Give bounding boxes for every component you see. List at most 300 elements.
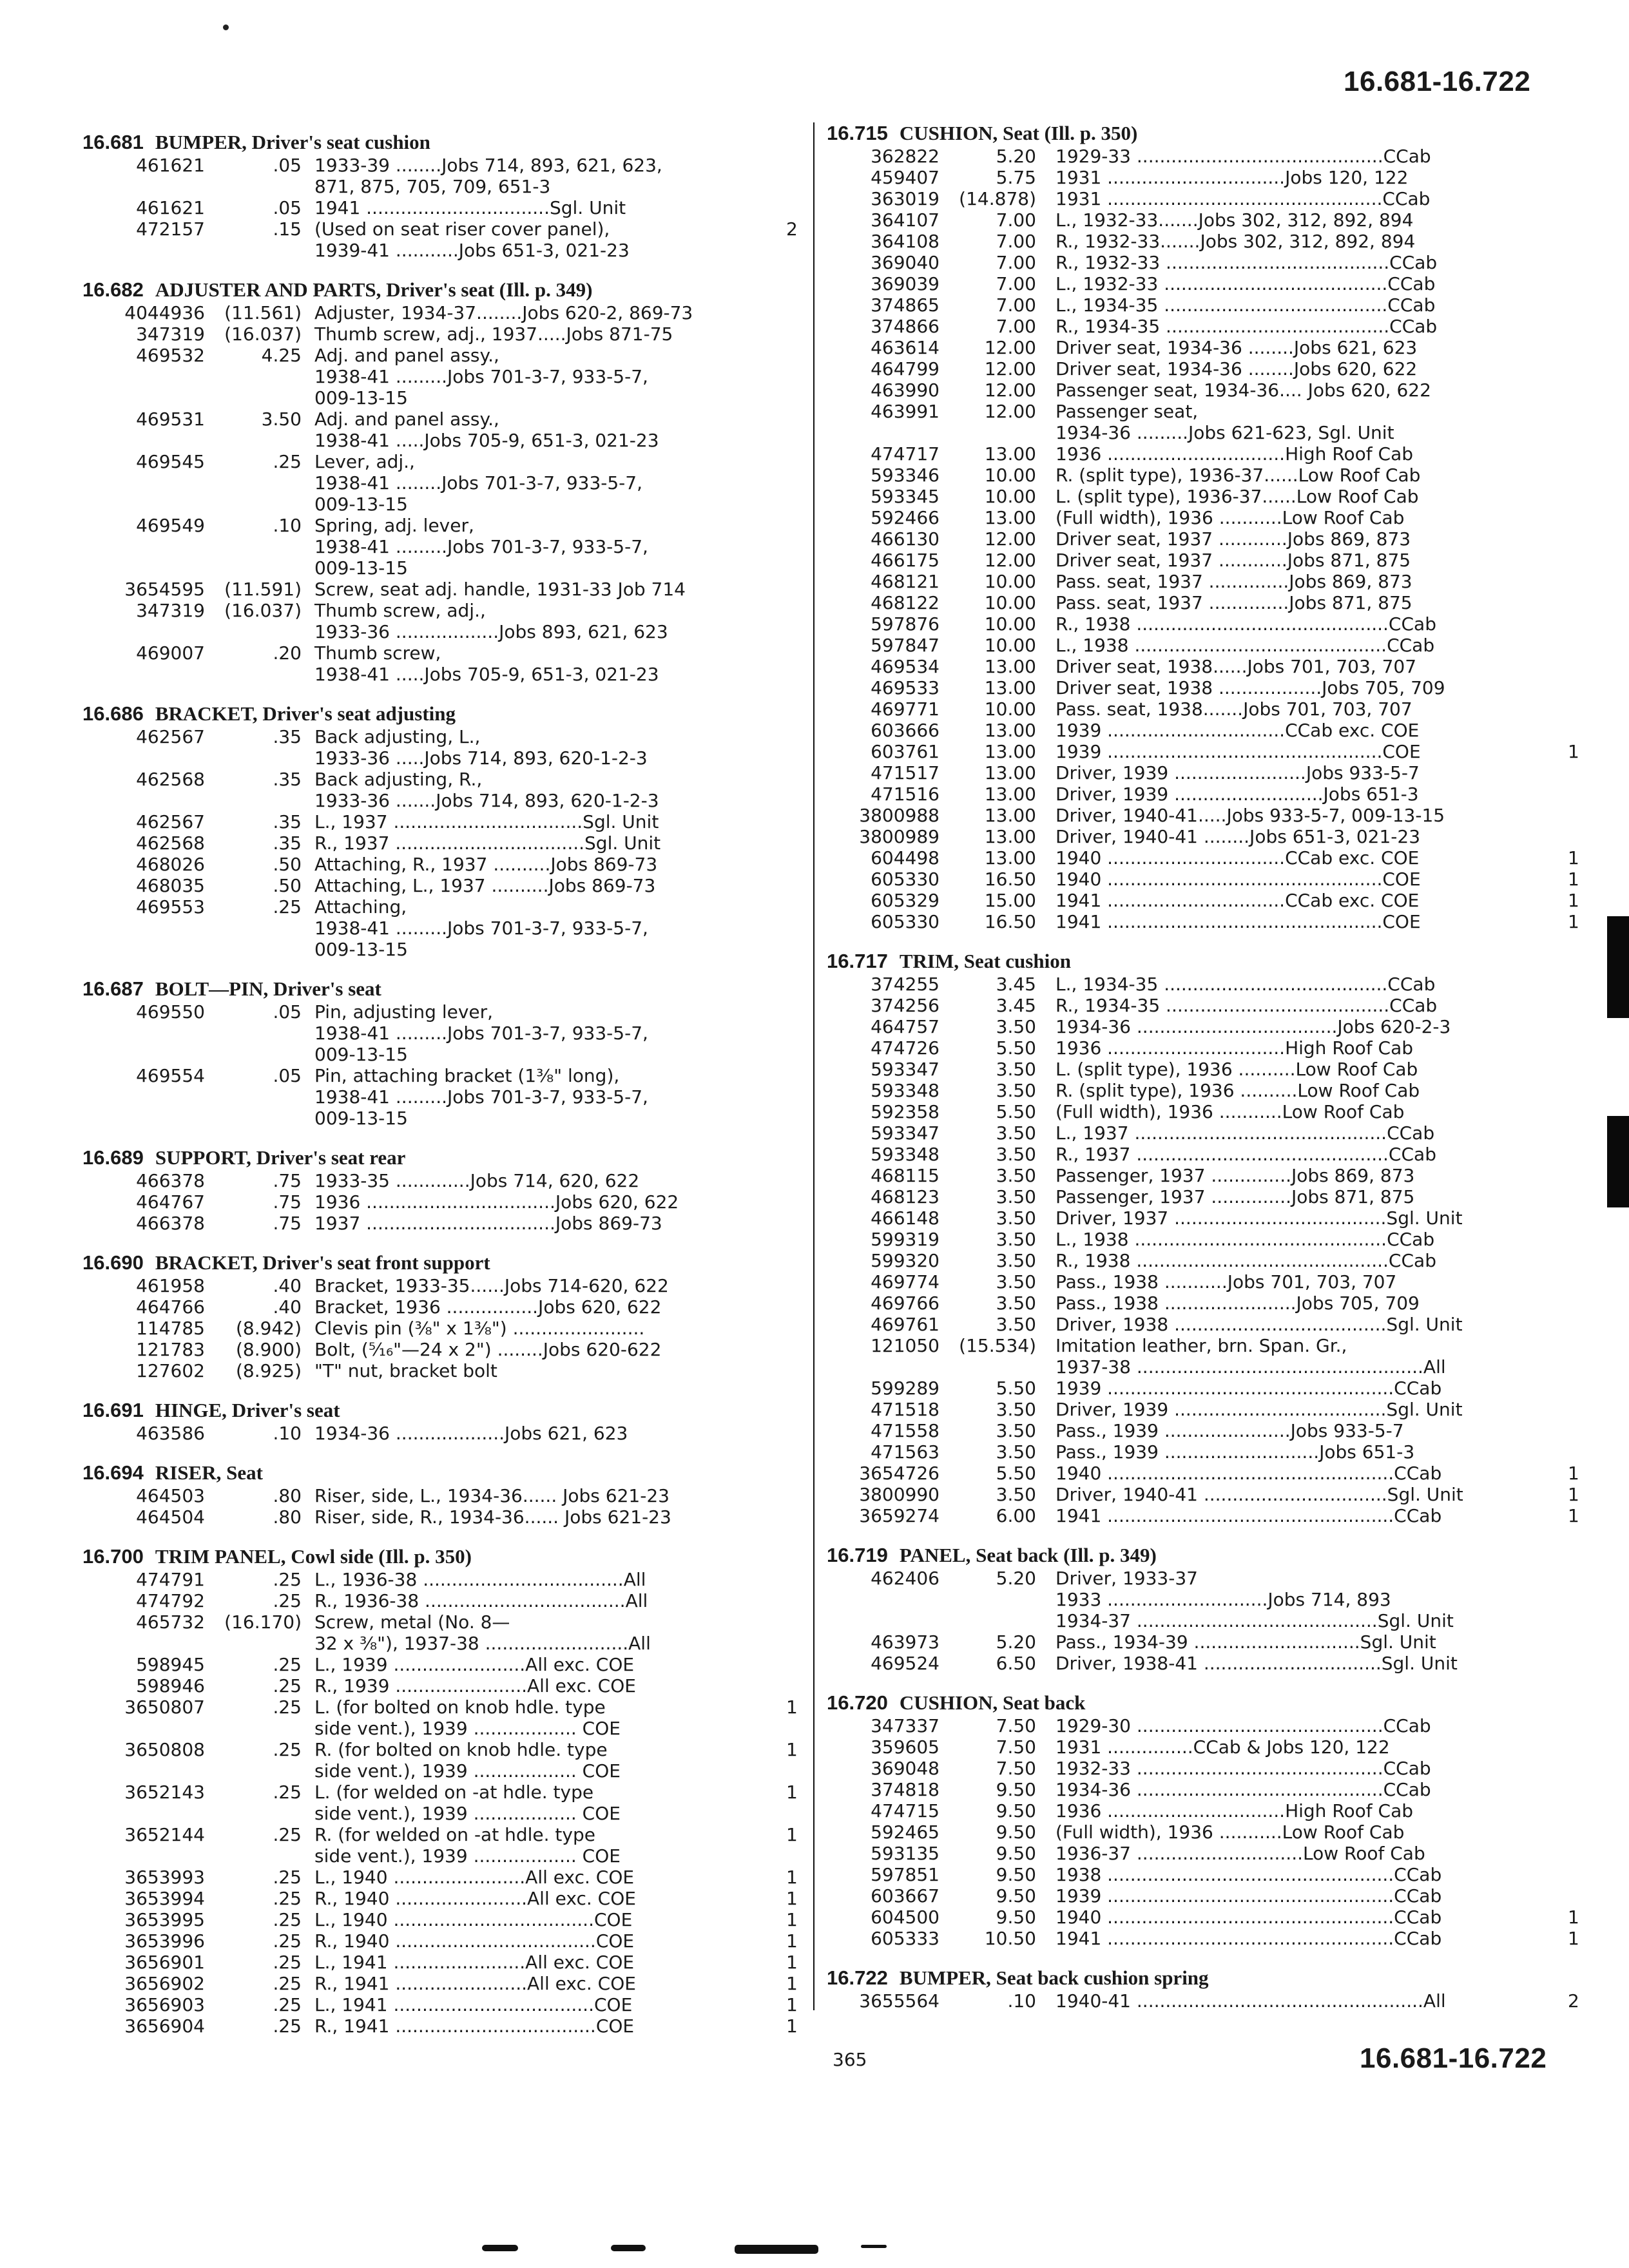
part-description: L., 1941 .......................All exc. COE — [314, 1952, 635, 1973]
parts-row — [827, 1885, 1597, 1907]
page-number: 365 — [833, 2049, 867, 2070]
part-price: .05 — [273, 197, 302, 218]
part-number: 369048 — [871, 1758, 940, 1779]
parts-section — [82, 130, 798, 261]
part-number: 469553 — [136, 896, 205, 918]
parts-row — [827, 337, 1597, 358]
part-description: 1929-33 ...........................................CCab — [1055, 146, 1431, 167]
parts-row — [82, 769, 795, 811]
part-price: 3.50 — [996, 1271, 1036, 1293]
part-description: 1931 ...............CCab & Jobs 120, 122 — [1055, 1736, 1390, 1758]
part-description: 1939 ..................................................CCab — [1055, 1378, 1442, 1399]
part-price: (11.591) — [224, 579, 302, 600]
parts-row — [82, 854, 795, 875]
part-price: .50 — [273, 854, 302, 875]
part-price: 12.00 — [984, 380, 1036, 401]
part-number: 466175 — [871, 550, 940, 571]
section-name: PANEL, — [899, 1544, 971, 1566]
part-price: .10 — [1007, 1990, 1036, 2012]
part-description: L., 1934-35 .......................................CCab — [1055, 294, 1436, 316]
parts-row — [827, 401, 1597, 443]
part-number: 3653996 — [124, 1930, 205, 1952]
parts-row — [827, 1229, 1597, 1250]
part-price: 3.50 — [996, 1016, 1036, 1037]
parts-row — [82, 579, 795, 600]
part-number: 3656902 — [124, 1973, 205, 1994]
index-tab-marker — [1607, 916, 1629, 1018]
part-number: 593346 — [871, 465, 940, 486]
part-price: .75 — [273, 1170, 302, 1191]
part-price: 16.50 — [984, 869, 1036, 890]
section-number: 16.690 — [82, 1251, 144, 1274]
parts-row — [827, 698, 1597, 720]
right-column — [827, 121, 1597, 2028]
part-description: 1940 ...............................CCab exc. COE — [1055, 847, 1420, 869]
part-description: Pass., 1938 .......................Jobs 705, 709 — [1055, 1293, 1420, 1314]
part-price: 3.50 — [996, 1441, 1036, 1463]
part-price: 13.00 — [984, 507, 1036, 528]
section-description: Seat back cushion spring — [996, 1966, 1209, 1989]
part-number: 461621 — [136, 197, 205, 218]
part-description: Driver, 1937 .....................................Sgl. Unit — [1055, 1207, 1463, 1229]
part-price: (16.037) — [224, 323, 302, 345]
parts-row — [82, 1675, 795, 1696]
parts-row — [82, 1569, 795, 1590]
part-description: Thumb screw, 1938-41 .....Jobs 705-9, 651-3, 021-23 — [314, 642, 659, 685]
part-number: 469774 — [871, 1271, 940, 1293]
part-number: 3654595 — [124, 579, 205, 600]
part-number: 605330 — [871, 869, 940, 890]
index-tab-marker — [1607, 1116, 1629, 1207]
part-description: Passenger, 1937 ..............Jobs 869, 873 — [1055, 1165, 1415, 1186]
parts-row — [827, 231, 1597, 252]
part-number: 3800989 — [859, 826, 940, 847]
section-description: Driver's seat — [231, 1399, 340, 1421]
part-price: 7.50 — [996, 1758, 1036, 1779]
print-speck — [223, 24, 229, 30]
part-description: 1931 ...............................Jobs 120, 122 — [1055, 167, 1409, 188]
part-description: R., 1941 ...................................COE — [314, 2015, 635, 2037]
parts-row — [827, 741, 1597, 762]
part-description: Thumb screw, adj., 1937.....Jobs 871-75 — [314, 323, 673, 345]
parts-row — [82, 1867, 798, 1888]
part-number: 468121 — [871, 571, 940, 592]
section-number: 16.715 — [827, 122, 888, 144]
part-price: 5.20 — [996, 146, 1036, 167]
quantity-note: 1 — [1568, 847, 1579, 869]
part-number: 347319 — [136, 323, 205, 345]
part-description: R., 1938 ............................................CCab — [1055, 613, 1436, 635]
parts-row — [827, 1484, 1597, 1505]
part-description: 1941 ................................Sgl. Unit — [314, 197, 626, 218]
part-description: 1936 ...............................High Roof Cab — [1055, 1800, 1414, 1821]
part-number: 369039 — [871, 273, 940, 294]
part-number: 463990 — [871, 380, 940, 401]
part-price: 7.00 — [996, 273, 1036, 294]
part-description: Driver seat, 1934-36 ........Jobs 621, 623 — [1055, 337, 1418, 358]
section-heading — [82, 702, 795, 726]
quantity-note: 1 — [786, 1888, 798, 1909]
part-description: L., 1937 .................................Sgl. Unit — [314, 811, 659, 832]
part-number: 114785 — [136, 1318, 205, 1339]
part-description: 1941 ...............................CCab exc. COE — [1055, 890, 1420, 911]
section-heading — [82, 130, 795, 155]
part-description: (Used on seat riser cover panel), 1939-41 ...........Jobs 651-3, 021-23 — [314, 218, 630, 261]
part-price: .15 — [273, 218, 302, 240]
section-heading — [82, 278, 795, 302]
part-price: 12.00 — [984, 550, 1036, 571]
section-number: 16.681 — [82, 131, 144, 153]
parts-row — [827, 974, 1597, 995]
part-description: R., 1937 ............................................CCab — [1055, 1144, 1436, 1165]
part-price: 9.50 — [996, 1821, 1036, 1843]
part-description: Adj. and panel assy., 1938-41 .........Jobs 701-3-7, 933-5-7, 009-13-15 — [314, 345, 648, 408]
part-price: 9.50 — [996, 1779, 1036, 1800]
part-price: (14.878) — [959, 188, 1036, 209]
part-price: 10.00 — [984, 465, 1036, 486]
section-name: ADJUSTER AND PARTS, — [155, 278, 381, 301]
part-description: 1941 ................................................COE — [1055, 911, 1421, 932]
part-description: R., 1934-35 .......................................CCab — [1055, 316, 1438, 337]
part-price: .10 — [273, 1423, 302, 1444]
parts-row — [82, 1930, 798, 1952]
parts-row — [82, 1065, 795, 1129]
part-price: 7.00 — [996, 294, 1036, 316]
part-price: .25 — [273, 1675, 302, 1696]
parts-row — [827, 783, 1597, 805]
parts-row — [827, 273, 1597, 294]
part-price: 7.50 — [996, 1736, 1036, 1758]
parts-section — [827, 1691, 1597, 1949]
part-number: 474791 — [136, 1569, 205, 1590]
part-price: .25 — [273, 1654, 302, 1675]
quantity-note: 1 — [1568, 741, 1579, 762]
parts-row — [827, 1736, 1597, 1758]
part-number: 3653994 — [124, 1888, 205, 1909]
part-price: 10.00 — [984, 486, 1036, 507]
part-number: 462568 — [136, 832, 205, 854]
parts-row — [827, 805, 1597, 826]
part-price: 10.00 — [984, 613, 1036, 635]
section-name: TRIM PANEL, — [155, 1545, 286, 1568]
part-number: 369040 — [871, 252, 940, 273]
section-name: BUMPER, — [899, 1966, 991, 1989]
part-number: 474792 — [136, 1590, 205, 1611]
part-number: 374256 — [871, 995, 940, 1016]
part-price: (8.942) — [235, 1318, 302, 1339]
part-number: 364107 — [871, 209, 940, 231]
part-price: .25 — [273, 1782, 302, 1803]
parts-row — [82, 896, 795, 960]
section-number: 16.722 — [827, 1966, 888, 1989]
part-number: 593347 — [871, 1122, 940, 1144]
part-price: .25 — [273, 1909, 302, 1930]
part-description: Screw, metal (No. 8— 32 x ⅜"), 1937-38 .........................All — [314, 1611, 651, 1654]
part-description: L. (for welded on -at hdle. type side vent.), 1939 .................. COE — [314, 1782, 621, 1824]
part-number: 469766 — [871, 1293, 940, 1314]
quantity-note: 1 — [1568, 869, 1579, 890]
part-description: Driver, 1939 .......................Jobs 933-5-7 — [1055, 762, 1420, 783]
part-price: 7.00 — [996, 316, 1036, 337]
part-price: 3.45 — [996, 974, 1036, 995]
parts-row — [827, 486, 1597, 507]
part-number: 468035 — [136, 875, 205, 896]
part-price: .20 — [273, 642, 302, 664]
parts-row — [827, 1441, 1597, 1463]
part-description: Lever, adj., 1938-41 ........Jobs 701-3-7, 933-5-7, 009-13-15 — [314, 451, 643, 515]
parts-row — [827, 1186, 1597, 1207]
part-description: L., 1932-33 .......................................CCab — [1055, 273, 1436, 294]
part-price: .25 — [273, 1867, 302, 1888]
part-price: .10 — [273, 515, 302, 536]
section-name: BOLT—PIN, — [155, 977, 269, 1000]
part-description: R. (for bolted on knob hdle. type side vent.), 1939 .................. COE — [314, 1739, 621, 1782]
part-description: 1937 .................................Jobs 869-73 — [314, 1213, 662, 1234]
parts-row — [827, 826, 1597, 847]
parts-row — [827, 847, 1597, 869]
section-heading — [827, 1966, 1597, 1990]
part-number: 603667 — [871, 1885, 940, 1907]
part-number: 374255 — [871, 974, 940, 995]
parts-row — [827, 1399, 1597, 1420]
part-description: 1940 ..................................................CCab — [1055, 1463, 1442, 1484]
parts-section — [82, 1461, 795, 1528]
part-number: 374866 — [871, 316, 940, 337]
part-price: 10.50 — [984, 1928, 1036, 1949]
part-number: 121050 — [871, 1335, 940, 1356]
parts-row — [827, 869, 1597, 890]
part-number: 463586 — [136, 1423, 205, 1444]
part-price: 5.50 — [996, 1378, 1036, 1399]
parts-section — [82, 1146, 795, 1234]
quantity-note: 1 — [1568, 1463, 1579, 1484]
parts-row — [827, 911, 1597, 932]
part-price: .25 — [273, 1696, 302, 1718]
part-number: 3653993 — [124, 1867, 205, 1888]
parts-row — [82, 515, 795, 579]
part-price: (16.037) — [224, 600, 302, 621]
part-number: 474717 — [871, 443, 940, 465]
parts-row — [827, 1928, 1597, 1949]
part-number: 3800988 — [859, 805, 940, 826]
part-price: .35 — [273, 811, 302, 832]
part-price: 13.00 — [984, 826, 1036, 847]
part-description: Pass., 1934-39 .............................Sgl. Unit — [1055, 1631, 1436, 1653]
parts-row — [82, 345, 795, 408]
section-number: 16.686 — [82, 702, 144, 725]
part-number: 469524 — [871, 1653, 940, 1674]
part-price: 3.50 — [996, 1420, 1036, 1441]
part-number: 593348 — [871, 1080, 940, 1101]
section-heading — [827, 1691, 1597, 1715]
parts-row — [827, 1715, 1597, 1736]
part-price: 3.50 — [996, 1399, 1036, 1420]
parts-row — [82, 1318, 795, 1339]
parts-row — [827, 1990, 1597, 2012]
quantity-note: 1 — [786, 1909, 798, 1930]
part-description: Pass., 1938 ...........Jobs 701, 703, 707 — [1055, 1271, 1397, 1293]
part-description: Thumb screw, adj., 1933-36 ..................Jobs 893, 621, 623 — [314, 600, 668, 642]
part-price: 12.00 — [984, 358, 1036, 380]
parts-row — [827, 1864, 1597, 1885]
part-price: .35 — [273, 769, 302, 790]
part-description: Driver, 1940-41.....Jobs 933-5-7, 009-13-15 — [1055, 805, 1445, 826]
parts-row — [827, 1568, 1597, 1631]
part-number: 592465 — [871, 1821, 940, 1843]
part-price: 7.50 — [996, 1715, 1036, 1736]
part-description: 1939 ................................................COE — [1055, 741, 1421, 762]
part-price: 7.00 — [996, 252, 1036, 273]
part-description: Bracket, 1936 ................Jobs 620, 622 — [314, 1296, 662, 1318]
part-number: 599320 — [871, 1250, 940, 1271]
part-price: 7.00 — [996, 231, 1036, 252]
part-price: 3.50 — [996, 1122, 1036, 1144]
part-price: .25 — [273, 1994, 302, 2015]
parts-row — [827, 656, 1597, 677]
part-number: 347319 — [136, 600, 205, 621]
part-number: 3652143 — [124, 1782, 205, 1803]
part-description: Pin, adjusting lever, 1938-41 .........Jobs 701-3-7, 933-5-7, 009-13-15 — [314, 1001, 648, 1065]
part-price: (15.534) — [959, 1335, 1036, 1356]
parts-section — [82, 1251, 795, 1381]
part-number: 598945 — [136, 1654, 205, 1675]
parts-section — [827, 1966, 1597, 2012]
parts-row — [827, 380, 1597, 401]
part-price: 9.50 — [996, 1907, 1036, 1928]
part-number: 463991 — [871, 401, 940, 422]
parts-row — [827, 592, 1597, 613]
parts-row — [827, 167, 1597, 188]
part-description: Driver, 1940-41 ................................Sgl. Unit — [1055, 1484, 1463, 1505]
part-price: 16.50 — [984, 911, 1036, 932]
part-description: 1932-33 ...........................................CCab — [1055, 1758, 1431, 1779]
part-price: 9.50 — [996, 1800, 1036, 1821]
part-price: 5.50 — [996, 1101, 1036, 1122]
quantity-note: 1 — [1568, 1484, 1579, 1505]
part-price: 5.20 — [996, 1568, 1036, 1589]
parts-row — [82, 875, 795, 896]
part-number: 461621 — [136, 155, 205, 176]
parts-row — [827, 146, 1597, 167]
parts-row — [827, 358, 1597, 380]
part-price: 5.75 — [996, 167, 1036, 188]
part-price: 13.00 — [984, 741, 1036, 762]
quantity-note: 1 — [1568, 890, 1579, 911]
parts-section — [82, 702, 795, 960]
section-heading — [827, 949, 1597, 974]
part-description: 1941 ..................................................CCab — [1055, 1928, 1442, 1949]
part-description: 1939 ...............................CCab exc. COE — [1055, 720, 1420, 741]
quantity-note: 1 — [786, 1930, 798, 1952]
part-number: 462568 — [136, 769, 205, 790]
part-description: R., 1932-33.......Jobs 302, 312, 892, 894 — [1055, 231, 1416, 252]
part-description: Spring, adj. lever, 1938-41 .........Jobs 701-3-7, 933-5-7, 009-13-15 — [314, 515, 648, 579]
column-divider — [813, 122, 815, 2010]
section-name: CUSHION, — [899, 122, 998, 144]
part-description: Adj. and panel assy., 1938-41 .....Jobs 705-9, 651-3, 021-23 — [314, 408, 659, 451]
part-price: 7.00 — [996, 209, 1036, 231]
part-description: Screw, seat adj. handle, 1931-33 Job 714 — [314, 579, 686, 600]
part-number: 597851 — [871, 1864, 940, 1885]
part-number: 469549 — [136, 515, 205, 536]
parts-row — [827, 1463, 1597, 1484]
page-range-header: 16.681-16.722 — [1344, 66, 1531, 97]
part-description: 1936 ...............................High Roof Cab — [1055, 1037, 1414, 1059]
part-description: Driver, 1939 .....................................Sgl. Unit — [1055, 1399, 1463, 1420]
parts-row — [827, 1907, 1597, 1928]
part-price: .25 — [273, 896, 302, 918]
page-range-footer: 16.681-16.722 — [1360, 2042, 1547, 2074]
part-description: R., 1940 ...................................COE — [314, 1930, 635, 1952]
part-description: Adjuster, 1934-37........Jobs 620-2, 869-73 — [314, 302, 693, 323]
part-price: (8.900) — [235, 1339, 302, 1360]
part-price: 10.00 — [984, 698, 1036, 720]
part-price: .05 — [273, 1065, 302, 1086]
parts-section — [827, 1543, 1597, 1674]
parts-row — [82, 408, 795, 451]
part-description: Passenger seat, 1934-36 .........Jobs 621-623, Sgl. Unit — [1055, 401, 1394, 443]
part-number: 599319 — [871, 1229, 940, 1250]
parts-row — [82, 323, 795, 345]
parts-row — [82, 1973, 798, 1994]
parts-row — [827, 252, 1597, 273]
part-number: 593345 — [871, 486, 940, 507]
parts-row — [827, 890, 1597, 911]
part-number: 466130 — [871, 528, 940, 550]
parts-row — [82, 726, 795, 769]
parts-row — [827, 1165, 1597, 1186]
parts-row — [827, 294, 1597, 316]
quantity-note: 1 — [1568, 1505, 1579, 1526]
quantity-note: 1 — [786, 2015, 798, 2037]
parts-row — [82, 302, 795, 323]
part-price: 3.50 — [996, 1484, 1036, 1505]
section-description: Driver's seat cushion — [251, 131, 430, 153]
part-number: 469771 — [871, 698, 940, 720]
parts-row — [82, 600, 795, 642]
part-description: 1940 ..................................................CCab — [1055, 1907, 1442, 1928]
parts-row — [827, 1821, 1597, 1843]
part-description: L. (for bolted on knob hdle. type side vent.), 1939 .................. COE — [314, 1696, 621, 1739]
section-heading — [82, 1146, 795, 1170]
parts-section — [82, 278, 795, 685]
part-description: 1940 ................................................COE — [1055, 869, 1421, 890]
part-description: 1939 ..................................................CCab — [1055, 1885, 1442, 1907]
parts-row — [827, 1335, 1597, 1378]
parts-row — [827, 762, 1597, 783]
parts-row — [827, 1779, 1597, 1800]
part-number: 466148 — [871, 1207, 940, 1229]
part-description: 1934-36 ...........................................CCab — [1055, 1779, 1431, 1800]
part-number: 465732 — [136, 1611, 205, 1633]
parts-row — [82, 451, 795, 515]
parts-row — [82, 1611, 795, 1654]
section-name: HINGE, — [155, 1399, 227, 1421]
part-price: 3.50 — [996, 1293, 1036, 1314]
part-description: 1940-41 ..................................................All — [1055, 1990, 1446, 2012]
section-number: 16.719 — [827, 1544, 888, 1566]
part-price: 13.00 — [984, 762, 1036, 783]
parts-row — [827, 1378, 1597, 1399]
section-description: Seat back (Ill. p. 349) — [976, 1544, 1157, 1566]
part-price: .25 — [273, 451, 302, 472]
quantity-note: 1 — [1568, 911, 1579, 932]
part-price: .25 — [273, 1973, 302, 1994]
part-description: (Full width), 1936 ...........Low Roof Cab — [1055, 507, 1405, 528]
part-price: .25 — [273, 2015, 302, 2037]
part-description: L., 1939 .......................All exc. COE — [314, 1654, 635, 1675]
part-description: 1936 ...............................High Roof Cab — [1055, 443, 1414, 465]
